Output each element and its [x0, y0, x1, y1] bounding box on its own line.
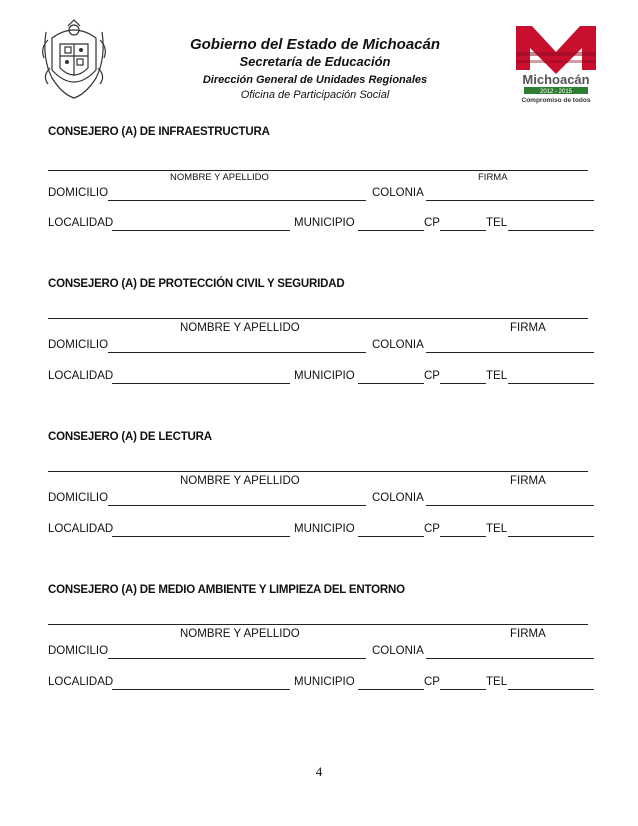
label-domicilio: DOMICILIO [48, 187, 109, 199]
label-firma: FIRMA [510, 322, 546, 334]
address-row [48, 645, 596, 661]
label-localidad: LOCALIDAD [48, 676, 114, 688]
label-municipio: MUNICIPIO [294, 676, 355, 688]
label-tel: TEL [486, 523, 508, 535]
colonia-field[interactable] [426, 505, 594, 506]
document-header [150, 36, 480, 101]
signature-line[interactable] [48, 624, 588, 625]
label-nombre: NOMBRE Y APELLIDO [170, 172, 269, 183]
label-cp: CP [424, 370, 440, 382]
header-office: Oficina de Participación Social [240, 88, 390, 101]
label-domicilio: DOMICILIO [48, 645, 109, 657]
domicilio-field[interactable] [108, 505, 366, 506]
label-municipio: MUNICIPIO [294, 217, 355, 229]
address-row [48, 339, 596, 355]
label-domicilio: DOMICILIO [48, 339, 109, 351]
municipio-field[interactable] [358, 536, 424, 537]
signature-line[interactable] [48, 471, 588, 472]
location-row [48, 217, 596, 233]
logo-years: 2012 - 2015 [539, 89, 573, 95]
label-municipio: MUNICIPIO [294, 523, 355, 535]
label-cp: CP [424, 676, 440, 688]
section-infraestructura [48, 126, 596, 229]
label-domicilio: DOMICILIO [48, 492, 109, 504]
logo-slogan: Compromiso de todos [521, 97, 591, 104]
state-coat-of-arms-icon [38, 18, 110, 102]
label-firma: FIRMA [478, 172, 508, 183]
label-tel: TEL [486, 370, 508, 382]
label-firma: FIRMA [510, 628, 546, 640]
colonia-field[interactable] [426, 352, 594, 353]
header-secretariat: Secretaría de Educación [239, 54, 391, 70]
label-cp: CP [424, 217, 440, 229]
cp-field[interactable] [440, 230, 486, 231]
localidad-field[interactable] [112, 383, 290, 384]
label-firma: FIRMA [510, 475, 546, 487]
label-localidad: LOCALIDAD [48, 523, 114, 535]
cp-field[interactable] [440, 536, 486, 537]
label-nombre: NOMBRE Y APELLIDO [180, 322, 300, 334]
localidad-field[interactable] [112, 689, 290, 690]
location-row [48, 523, 596, 539]
colonia-field[interactable] [426, 200, 594, 201]
label-localidad: LOCALIDAD [48, 217, 114, 229]
label-colonia: COLONIA [372, 645, 424, 657]
label-colonia: COLONIA [372, 492, 424, 504]
address-row [48, 492, 596, 508]
municipio-field[interactable] [358, 383, 424, 384]
section-title: CONSEJERO (A) DE MEDIO AMBIENTE Y LIMPIEZA DEL ENTORNO [48, 584, 405, 596]
section-lectura [48, 431, 596, 535]
domicilio-field[interactable] [108, 200, 366, 201]
municipio-field[interactable] [358, 230, 424, 231]
tel-field[interactable] [508, 230, 594, 231]
label-nombre: NOMBRE Y APELLIDO [180, 475, 300, 487]
label-municipio: MUNICIPIO [294, 370, 355, 382]
signature-line[interactable] [48, 170, 588, 171]
label-nombre: NOMBRE Y APELLIDO [180, 628, 300, 640]
domicilio-field[interactable] [108, 352, 366, 353]
section-title: CONSEJERO (A) DE PROTECCIÓN CIVIL Y SEGURIDAD [48, 278, 345, 290]
tel-field[interactable] [508, 689, 594, 690]
location-row [48, 370, 596, 386]
label-cp: CP [424, 523, 440, 535]
michoacan-logo [510, 18, 602, 106]
section-title: CONSEJERO (A) DE INFRAESTRUCTURA [48, 126, 270, 138]
label-colonia: COLONIA [372, 339, 424, 351]
cp-field[interactable] [440, 689, 486, 690]
location-row [48, 676, 596, 692]
label-localidad: LOCALIDAD [48, 370, 114, 382]
signature-line[interactable] [48, 318, 588, 319]
localidad-field[interactable] [112, 230, 290, 231]
section-medio-ambiente [48, 584, 596, 688]
page-number: 4 [315, 764, 323, 779]
address-row [48, 187, 596, 203]
label-colonia: COLONIA [372, 187, 424, 199]
localidad-field[interactable] [112, 536, 290, 537]
section-proteccion-civil [48, 278, 596, 382]
colonia-field[interactable] [426, 658, 594, 659]
header-government: Gobierno del Estado de Michoacán [189, 36, 441, 53]
section-title: CONSEJERO (A) DE LECTURA [48, 431, 212, 443]
label-tel: TEL [486, 217, 508, 229]
cp-field[interactable] [440, 383, 486, 384]
municipio-field[interactable] [358, 689, 424, 690]
tel-field[interactable] [508, 536, 594, 537]
tel-field[interactable] [508, 383, 594, 384]
header-directorate: Dirección General de Unidades Regionales [202, 74, 428, 87]
domicilio-field[interactable] [108, 658, 366, 659]
label-tel: TEL [486, 676, 508, 688]
logo-name: Michoacán [522, 72, 590, 87]
